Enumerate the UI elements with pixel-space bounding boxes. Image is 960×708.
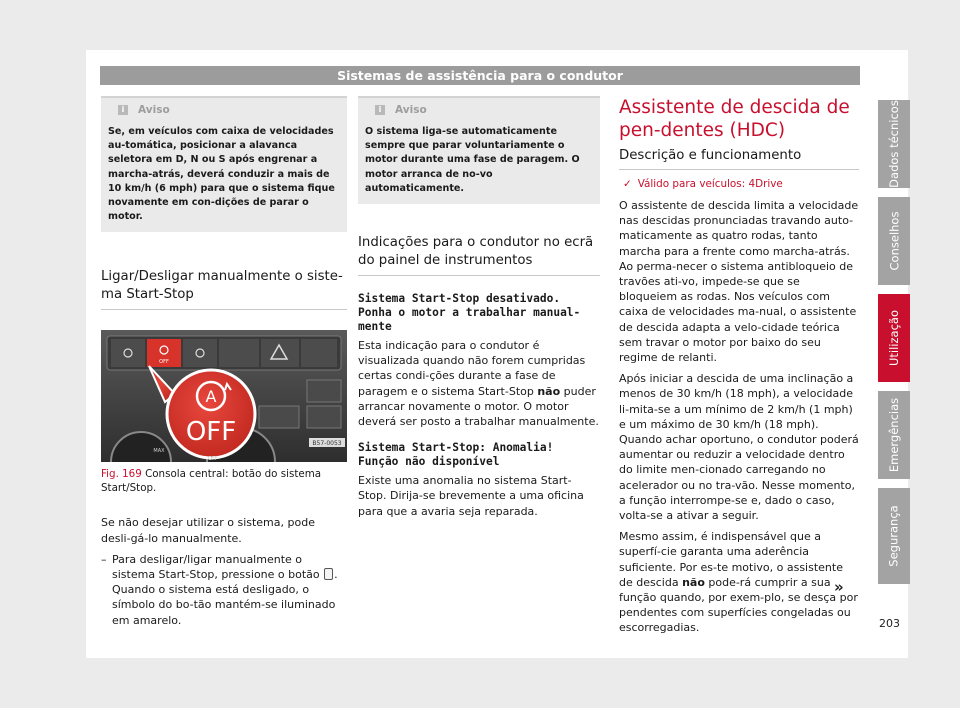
chapter-header: Sistemas de assistência para o condutor xyxy=(100,66,860,85)
section-title: Indicações para o condutor no ecrã do painel de instrumentos xyxy=(358,234,600,276)
off-button-label: OFF xyxy=(185,417,237,448)
side-tab-utilizacao[interactable] xyxy=(878,294,910,382)
warning-text: O sistema liga-se automaticamente sempre que parar voluntariamente o motor durante uma fase de paragem. O motor arranca de no-vo automaticamente. xyxy=(365,126,580,194)
figure-number: Fig. 169 xyxy=(101,468,142,481)
paragraph: O assistente de descida limita a velocidade nas descidas pronunciadas travando auto-maticamente as quatro rodas, tanto marcha para a frente como marcha-atrás. Ao perma-necer o sistema antibloqueio de travões ati-vo, impede-se que se bloqueiem as rodas. Nos veículos com caixa de velocidades ma-nual, o assistente de descida adapta a velo-cidade teórica sem travar o motor por baixo do seu regime de relanti. xyxy=(619,199,859,365)
main-title: Assistente de descida de pen-dentes (HDC) xyxy=(619,97,850,141)
list-dash: – xyxy=(101,552,107,566)
side-tab-label: Emergências xyxy=(887,397,902,473)
column-right xyxy=(619,96,859,636)
paragraph-part: pode-rá cumprir a sua função quando, por exem-plo, se desça por pendentes com superfícies congeladas ou escorregadias. xyxy=(619,575,858,635)
svg-text:A: A xyxy=(205,387,217,407)
side-tab-dados-tecnicos[interactable] xyxy=(878,100,910,188)
validity-text: Válido para veículos: 4Drive xyxy=(637,178,783,190)
section-title: Ligar/Desligar manualmente o siste-ma Start-Stop xyxy=(101,268,347,310)
start-stop-button-icon xyxy=(324,568,333,580)
continue-mark: » xyxy=(834,578,844,596)
side-tab-emergencias[interactable] xyxy=(878,391,910,479)
driver-message: Sistema Start-Stop: Anomalia! Função não disponível xyxy=(358,441,554,469)
page-number: 203 xyxy=(879,617,900,630)
paragraph: Existe uma anomalia no sistema Start-Stop. Dirija-se brevemente a uma oficina para que a avaria seja reparada. xyxy=(358,474,584,518)
validity-note xyxy=(619,178,859,190)
console-illustration xyxy=(101,330,347,462)
paragraph-part: puder arrancar novamente o motor. O motor deverá ser posto a trabalhar manualmente. xyxy=(358,384,599,429)
paragraph-bold: não xyxy=(537,384,561,398)
info-icon: i xyxy=(375,105,385,115)
paragraph-part: Mesmo assim, é indispensável que a superfí-cie garanta uma aderência suficiente. Por es-te motivo, o assistente de descida xyxy=(619,530,843,589)
info-icon: i xyxy=(118,105,128,115)
side-tab-seguranca[interactable] xyxy=(878,488,910,584)
column-left xyxy=(101,96,347,628)
paragraph-bold: não xyxy=(682,575,705,589)
paragraph xyxy=(619,529,859,635)
small-off-label: OFF xyxy=(208,456,218,463)
side-tab-label: Conselhos xyxy=(887,211,901,271)
side-tab-label: Utilização xyxy=(887,309,902,367)
paragraph xyxy=(358,338,600,429)
warning-label: Aviso xyxy=(395,104,427,116)
warning-text: Se, em veículos com caixa de velocidades au-tomática, posicionar a alavanca seletora em D, N ou S após engrenar a marcha-atrás, deverá conduzir a mais de 10 km/h (6 mph) para que o sistema fique novamente em con-dições de parar o motor. xyxy=(108,126,335,223)
list-text-part: . Quando o sistema está desligado, o símbolo do bo-tão mantém-se iluminado em amarelo. xyxy=(112,568,338,627)
warning-header xyxy=(365,104,593,116)
side-tab-label: Dados técnicos xyxy=(887,100,902,188)
list-item-text xyxy=(112,552,347,628)
side-tab-conselhos[interactable] xyxy=(878,197,910,285)
figure-caption xyxy=(101,468,347,495)
list-text-part: Para desligar/ligar manualmente o sistema Start-Stop, pressione o botão xyxy=(112,552,320,582)
subtitle: Descrição e funcionamento xyxy=(619,148,859,170)
warning-label: Aviso xyxy=(138,104,170,116)
warning-header xyxy=(108,104,340,116)
paragraph: Se não desejar utilizar o sistema, pode desli-gá-lo manualmente. xyxy=(101,516,315,545)
driver-message: Sistema Start-Stop desativado. Ponha o motor a trabalhar manual-mente xyxy=(358,292,581,334)
paragraph: Após iniciar a descida de uma inclinação a menos de 30 km/h (18 mph), a velocidade li-mita-se a um mínimo de 2 km/h (1 mph) e um máximo de 30 km/h (18 mph). Quando achar oportuno, o condutor poderá aumentar ou reduzir a velocidade dentro do limite men-cionado carregando no acelerador ou no tra-vão. Nesse momento, a função interrompe-se e, dado o caso, volta-se a ativar a seguir. xyxy=(619,372,859,523)
warning-box xyxy=(358,96,600,204)
figure-caption-text: Consola central: botão do sistema Start/Stop. xyxy=(101,468,322,494)
paragraph-part: Esta indicação para o condutor é visualizada quando não forem cumpridas certas condi-ções durante a fase de paragem e o sistema Start-Stop xyxy=(358,339,586,398)
max-label: MAX xyxy=(153,448,165,455)
column-middle xyxy=(358,96,600,519)
figure-console-photo xyxy=(101,330,347,462)
figure-ref-code: B57-0053 xyxy=(312,440,342,448)
small-off-label: OFF xyxy=(159,359,169,366)
check-icon: ✓ xyxy=(623,178,632,190)
list-item xyxy=(101,552,347,628)
warning-box xyxy=(101,96,347,232)
side-tab-label: Segurança xyxy=(887,505,901,567)
